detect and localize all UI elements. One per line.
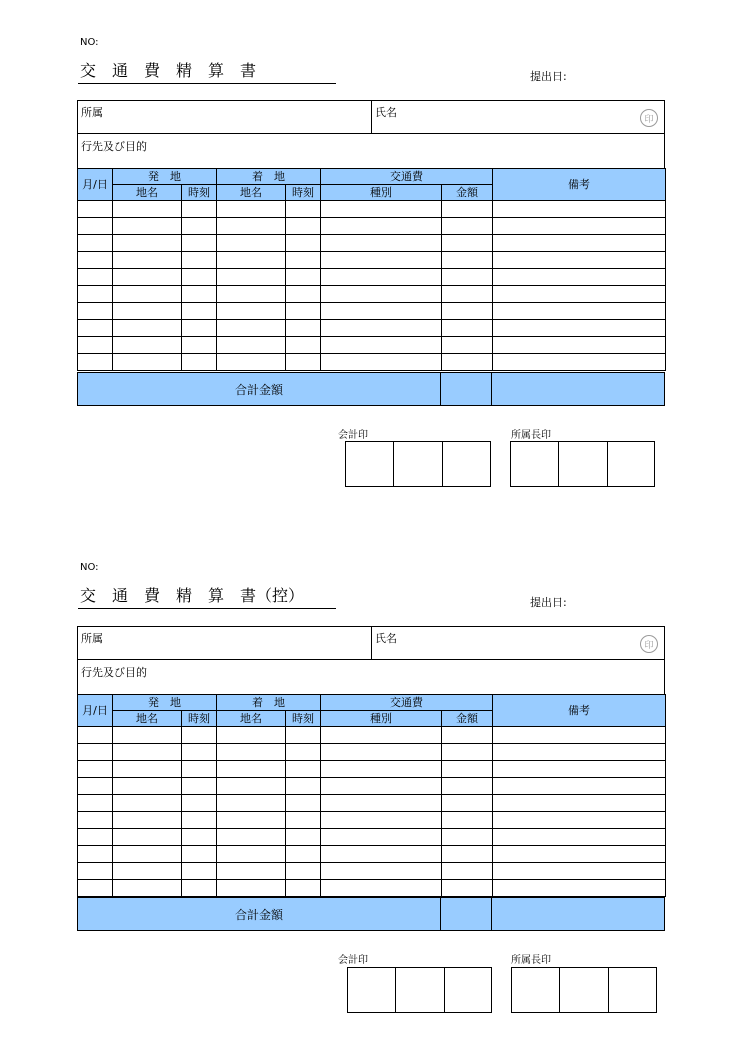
total-amount-cell[interactable]	[441, 373, 492, 405]
table-cell[interactable]	[113, 863, 182, 880]
table-cell[interactable]	[286, 201, 321, 218]
manager-stamp-boxes	[511, 967, 657, 1013]
table-cell[interactable]	[182, 795, 217, 812]
table-cell[interactable]	[442, 235, 493, 252]
name-label: 氏名	[375, 632, 397, 645]
total-row	[77, 372, 665, 406]
table-cell[interactable]	[321, 744, 442, 761]
table-cell[interactable]	[113, 829, 182, 846]
table-cell[interactable]	[321, 235, 442, 252]
table-cell[interactable]	[113, 880, 182, 897]
expense-rows	[78, 201, 666, 371]
table-cell[interactable]	[217, 829, 286, 846]
table-cell[interactable]	[78, 201, 113, 218]
table-cell[interactable]	[286, 727, 321, 744]
table-cell[interactable]	[217, 812, 286, 829]
table-cell[interactable]	[321, 880, 442, 897]
table-cell[interactable]	[78, 303, 113, 320]
table-cell[interactable]	[217, 880, 286, 897]
purpose-label: 行先及び目的	[81, 666, 147, 679]
table-cell[interactable]	[182, 880, 217, 897]
table-cell[interactable]	[442, 846, 493, 863]
table-cell[interactable]	[217, 778, 286, 795]
table-cell[interactable]	[217, 846, 286, 863]
table-cell[interactable]	[321, 829, 442, 846]
departure-place-header: 地名	[113, 185, 182, 201]
table-cell[interactable]	[442, 303, 493, 320]
name-field[interactable]	[371, 100, 665, 134]
submission-date-label: 提出日:	[530, 70, 567, 83]
departure-header: 発 地	[113, 695, 217, 711]
table-cell[interactable]	[78, 795, 113, 812]
table-cell[interactable]	[217, 337, 286, 354]
seal-icon: 印	[640, 635, 658, 653]
expense-table	[77, 168, 666, 371]
date-header: 月/日	[78, 169, 113, 201]
accounting-stamp-boxes	[347, 967, 492, 1013]
stamp-box[interactable]	[394, 442, 443, 486]
table-row	[78, 320, 666, 337]
table-cell[interactable]	[321, 201, 442, 218]
manager-stamp-label: 所属長印	[511, 955, 551, 966]
table-cell[interactable]	[286, 880, 321, 897]
submission-date-label: 提出日:	[530, 596, 567, 609]
table-cell[interactable]	[493, 354, 666, 371]
table-row	[78, 286, 666, 303]
affiliation-label: 所属	[81, 106, 103, 119]
departure-header: 発 地	[113, 169, 217, 185]
table-cell[interactable]	[113, 201, 182, 218]
table-cell[interactable]	[321, 795, 442, 812]
fare-amount-header: 金額	[442, 185, 493, 201]
number-label: NO:	[80, 562, 99, 573]
table-cell[interactable]	[321, 303, 442, 320]
table-cell[interactable]	[286, 354, 321, 371]
table-cell[interactable]	[217, 727, 286, 744]
table-cell[interactable]	[78, 727, 113, 744]
table-row	[78, 252, 666, 269]
table-cell[interactable]	[217, 863, 286, 880]
table-cell[interactable]	[286, 269, 321, 286]
table-cell[interactable]	[286, 303, 321, 320]
table-cell[interactable]	[442, 269, 493, 286]
table-cell[interactable]	[78, 812, 113, 829]
expense-table	[77, 694, 666, 897]
table-row	[78, 829, 666, 846]
table-cell[interactable]	[493, 829, 666, 846]
table-row	[78, 727, 666, 744]
table-cell[interactable]	[182, 846, 217, 863]
table-cell[interactable]	[286, 286, 321, 303]
purpose-label: 行先及び目的	[81, 140, 147, 153]
table-cell[interactable]	[182, 320, 217, 337]
table-cell[interactable]	[182, 235, 217, 252]
table-cell[interactable]	[113, 235, 182, 252]
total-label: 合計金額	[78, 373, 441, 405]
table-cell[interactable]	[78, 218, 113, 235]
table-cell[interactable]	[113, 303, 182, 320]
table-cell[interactable]	[493, 286, 666, 303]
table-cell[interactable]	[182, 269, 217, 286]
purpose-field[interactable]	[77, 133, 665, 169]
table-row	[78, 761, 666, 778]
table-cell[interactable]	[493, 337, 666, 354]
table-row	[78, 744, 666, 761]
table-cell[interactable]	[286, 337, 321, 354]
table-cell[interactable]	[286, 218, 321, 235]
total-label: 合計金額	[78, 898, 441, 930]
table-cell[interactable]	[321, 218, 442, 235]
table-cell[interactable]	[321, 286, 442, 303]
table-cell[interactable]	[321, 354, 442, 371]
table-cell[interactable]	[493, 846, 666, 863]
table-cell[interactable]	[78, 761, 113, 778]
table-cell[interactable]	[442, 863, 493, 880]
table-cell[interactable]	[321, 761, 442, 778]
table-cell[interactable]	[442, 812, 493, 829]
table-row	[78, 880, 666, 897]
table-cell[interactable]	[493, 744, 666, 761]
table-row	[78, 863, 666, 880]
table-cell[interactable]	[286, 863, 321, 880]
table-cell[interactable]	[113, 320, 182, 337]
affiliation-field[interactable]	[77, 626, 372, 660]
stamp-box[interactable]	[559, 442, 608, 486]
table-cell[interactable]	[442, 778, 493, 795]
table-cell[interactable]	[217, 744, 286, 761]
table-cell[interactable]	[182, 812, 217, 829]
table-row	[78, 218, 666, 235]
table-cell[interactable]	[78, 235, 113, 252]
table-cell[interactable]	[321, 863, 442, 880]
stamp-box[interactable]	[396, 968, 445, 1012]
table-row	[78, 269, 666, 286]
table-cell[interactable]	[217, 201, 286, 218]
total-amount-cell[interactable]	[441, 898, 492, 930]
table-cell[interactable]	[321, 252, 442, 269]
table-cell[interactable]	[78, 286, 113, 303]
affiliation-field[interactable]	[77, 100, 372, 134]
title-underline	[78, 83, 336, 84]
table-cell[interactable]	[442, 218, 493, 235]
table-cell[interactable]	[493, 812, 666, 829]
stamp-box[interactable]	[511, 442, 559, 486]
arrival-time-header: 時刻	[286, 185, 321, 201]
table-cell[interactable]	[493, 880, 666, 897]
table-cell[interactable]	[182, 252, 217, 269]
total-remarks-cell[interactable]	[492, 373, 664, 405]
arrival-header: 着 地	[217, 169, 321, 185]
table-cell[interactable]	[321, 269, 442, 286]
table-row	[78, 354, 666, 371]
table-cell[interactable]	[113, 218, 182, 235]
table-cell[interactable]	[493, 863, 666, 880]
date-header: 月/日	[78, 695, 113, 727]
table-cell[interactable]	[182, 286, 217, 303]
arrival-header: 着 地	[217, 695, 321, 711]
table-cell[interactable]	[182, 218, 217, 235]
table-cell[interactable]	[182, 761, 217, 778]
table-cell[interactable]	[182, 337, 217, 354]
departure-time-header: 時刻	[182, 185, 217, 201]
table-cell[interactable]	[442, 761, 493, 778]
table-cell[interactable]	[286, 778, 321, 795]
manager-stamp-label: 所属長印	[511, 430, 551, 441]
remarks-header: 備考	[493, 695, 666, 727]
total-row	[77, 897, 665, 931]
fare-header: 交通費	[321, 169, 493, 185]
table-cell[interactable]	[78, 744, 113, 761]
table-row	[78, 201, 666, 218]
table-cell[interactable]	[321, 778, 442, 795]
table-cell[interactable]	[113, 727, 182, 744]
table-cell[interactable]	[78, 337, 113, 354]
table-cell[interactable]	[78, 354, 113, 371]
fare-type-header: 種別	[321, 185, 442, 201]
table-cell[interactable]	[113, 744, 182, 761]
table-cell[interactable]	[78, 846, 113, 863]
table-cell[interactable]	[442, 354, 493, 371]
table-row	[78, 795, 666, 812]
table-cell[interactable]	[442, 744, 493, 761]
table-cell[interactable]	[182, 354, 217, 371]
table-cell[interactable]	[493, 320, 666, 337]
table-cell[interactable]	[286, 812, 321, 829]
table-cell[interactable]	[321, 320, 442, 337]
purpose-field[interactable]	[77, 659, 665, 695]
departure-time-header: 時刻	[182, 711, 217, 727]
table-row	[78, 235, 666, 252]
expense-rows	[78, 727, 666, 897]
table-cell[interactable]	[182, 303, 217, 320]
stamp-box[interactable]	[609, 968, 656, 1012]
table-cell[interactable]	[182, 863, 217, 880]
table-cell[interactable]	[182, 744, 217, 761]
table-cell[interactable]	[217, 286, 286, 303]
table-cell[interactable]	[78, 829, 113, 846]
table-cell[interactable]	[182, 829, 217, 846]
table-cell[interactable]	[217, 761, 286, 778]
table-cell[interactable]	[182, 727, 217, 744]
table-cell[interactable]	[493, 761, 666, 778]
stamp-box[interactable]	[445, 968, 491, 1012]
table-cell[interactable]	[182, 778, 217, 795]
arrival-place-header: 地名	[217, 711, 286, 727]
title-underline	[78, 608, 336, 609]
table-cell[interactable]	[113, 761, 182, 778]
table-cell[interactable]	[286, 235, 321, 252]
table-cell[interactable]	[442, 201, 493, 218]
table-row	[78, 778, 666, 795]
table-cell[interactable]	[217, 269, 286, 286]
table-cell[interactable]	[493, 235, 666, 252]
name-field[interactable]	[371, 626, 665, 660]
fare-type-header: 種別	[321, 711, 442, 727]
table-cell[interactable]	[286, 252, 321, 269]
table-cell[interactable]	[286, 829, 321, 846]
arrival-place-header: 地名	[217, 185, 286, 201]
total-remarks-cell[interactable]	[492, 898, 664, 930]
form-title: 交 通 費 精 算 書（控）	[80, 586, 305, 605]
departure-place-header: 地名	[113, 711, 182, 727]
table-cell[interactable]	[442, 727, 493, 744]
table-row	[78, 812, 666, 829]
table-cell[interactable]	[493, 218, 666, 235]
stamp-box[interactable]	[443, 442, 490, 486]
table-cell[interactable]	[113, 795, 182, 812]
fare-header: 交通費	[321, 695, 493, 711]
table-cell[interactable]	[78, 252, 113, 269]
table-cell[interactable]	[442, 252, 493, 269]
table-cell[interactable]	[78, 863, 113, 880]
accounting-stamp-label: 会計印	[338, 430, 368, 441]
table-cell[interactable]	[78, 269, 113, 286]
table-cell[interactable]	[113, 354, 182, 371]
table-cell[interactable]	[286, 761, 321, 778]
table-cell[interactable]	[78, 778, 113, 795]
table-cell[interactable]	[321, 337, 442, 354]
table-row	[78, 846, 666, 863]
table-cell[interactable]	[442, 337, 493, 354]
table-cell[interactable]	[321, 727, 442, 744]
table-cell[interactable]	[321, 812, 442, 829]
table-cell[interactable]	[442, 320, 493, 337]
table-cell[interactable]	[113, 846, 182, 863]
table-cell[interactable]	[493, 269, 666, 286]
table-cell[interactable]	[217, 252, 286, 269]
stamp-box[interactable]	[348, 968, 396, 1012]
table-cell[interactable]	[217, 303, 286, 320]
accounting-stamp-label: 会計印	[338, 955, 368, 966]
table-cell[interactable]	[442, 286, 493, 303]
table-cell[interactable]	[442, 880, 493, 897]
name-label: 氏名	[375, 106, 397, 119]
table-cell[interactable]	[442, 829, 493, 846]
affiliation-label: 所属	[81, 632, 103, 645]
table-cell[interactable]	[217, 320, 286, 337]
form-title: 交 通 費 精 算 書	[80, 61, 257, 80]
stamp-box[interactable]	[346, 442, 394, 486]
table-cell[interactable]	[493, 303, 666, 320]
table-row	[78, 337, 666, 354]
table-cell[interactable]	[113, 812, 182, 829]
table-cell[interactable]	[113, 269, 182, 286]
table-cell[interactable]	[493, 201, 666, 218]
fare-amount-header: 金額	[442, 711, 493, 727]
table-cell[interactable]	[286, 795, 321, 812]
table-cell[interactable]	[78, 320, 113, 337]
table-cell[interactable]	[286, 744, 321, 761]
table-cell[interactable]	[493, 795, 666, 812]
table-cell[interactable]	[113, 337, 182, 354]
accounting-stamp-boxes	[345, 441, 491, 487]
table-row	[78, 303, 666, 320]
number-label: NO:	[80, 37, 99, 48]
stamp-box[interactable]	[512, 968, 560, 1012]
table-cell[interactable]	[493, 727, 666, 744]
table-cell[interactable]	[493, 252, 666, 269]
table-cell[interactable]	[321, 846, 442, 863]
seal-icon: 印	[640, 109, 658, 127]
table-cell[interactable]	[286, 320, 321, 337]
table-cell[interactable]	[442, 795, 493, 812]
table-cell[interactable]	[217, 354, 286, 371]
table-cell[interactable]	[182, 201, 217, 218]
manager-stamp-boxes	[510, 441, 655, 487]
table-cell[interactable]	[286, 846, 321, 863]
table-cell[interactable]	[113, 252, 182, 269]
arrival-time-header: 時刻	[286, 711, 321, 727]
table-cell[interactable]	[113, 778, 182, 795]
table-cell[interactable]	[78, 880, 113, 897]
remarks-header: 備考	[493, 169, 666, 201]
stamp-box[interactable]	[560, 968, 609, 1012]
table-cell[interactable]	[493, 778, 666, 795]
table-cell[interactable]	[217, 235, 286, 252]
stamp-box[interactable]	[608, 442, 654, 486]
table-cell[interactable]	[217, 795, 286, 812]
table-cell[interactable]	[113, 286, 182, 303]
table-cell[interactable]	[217, 218, 286, 235]
